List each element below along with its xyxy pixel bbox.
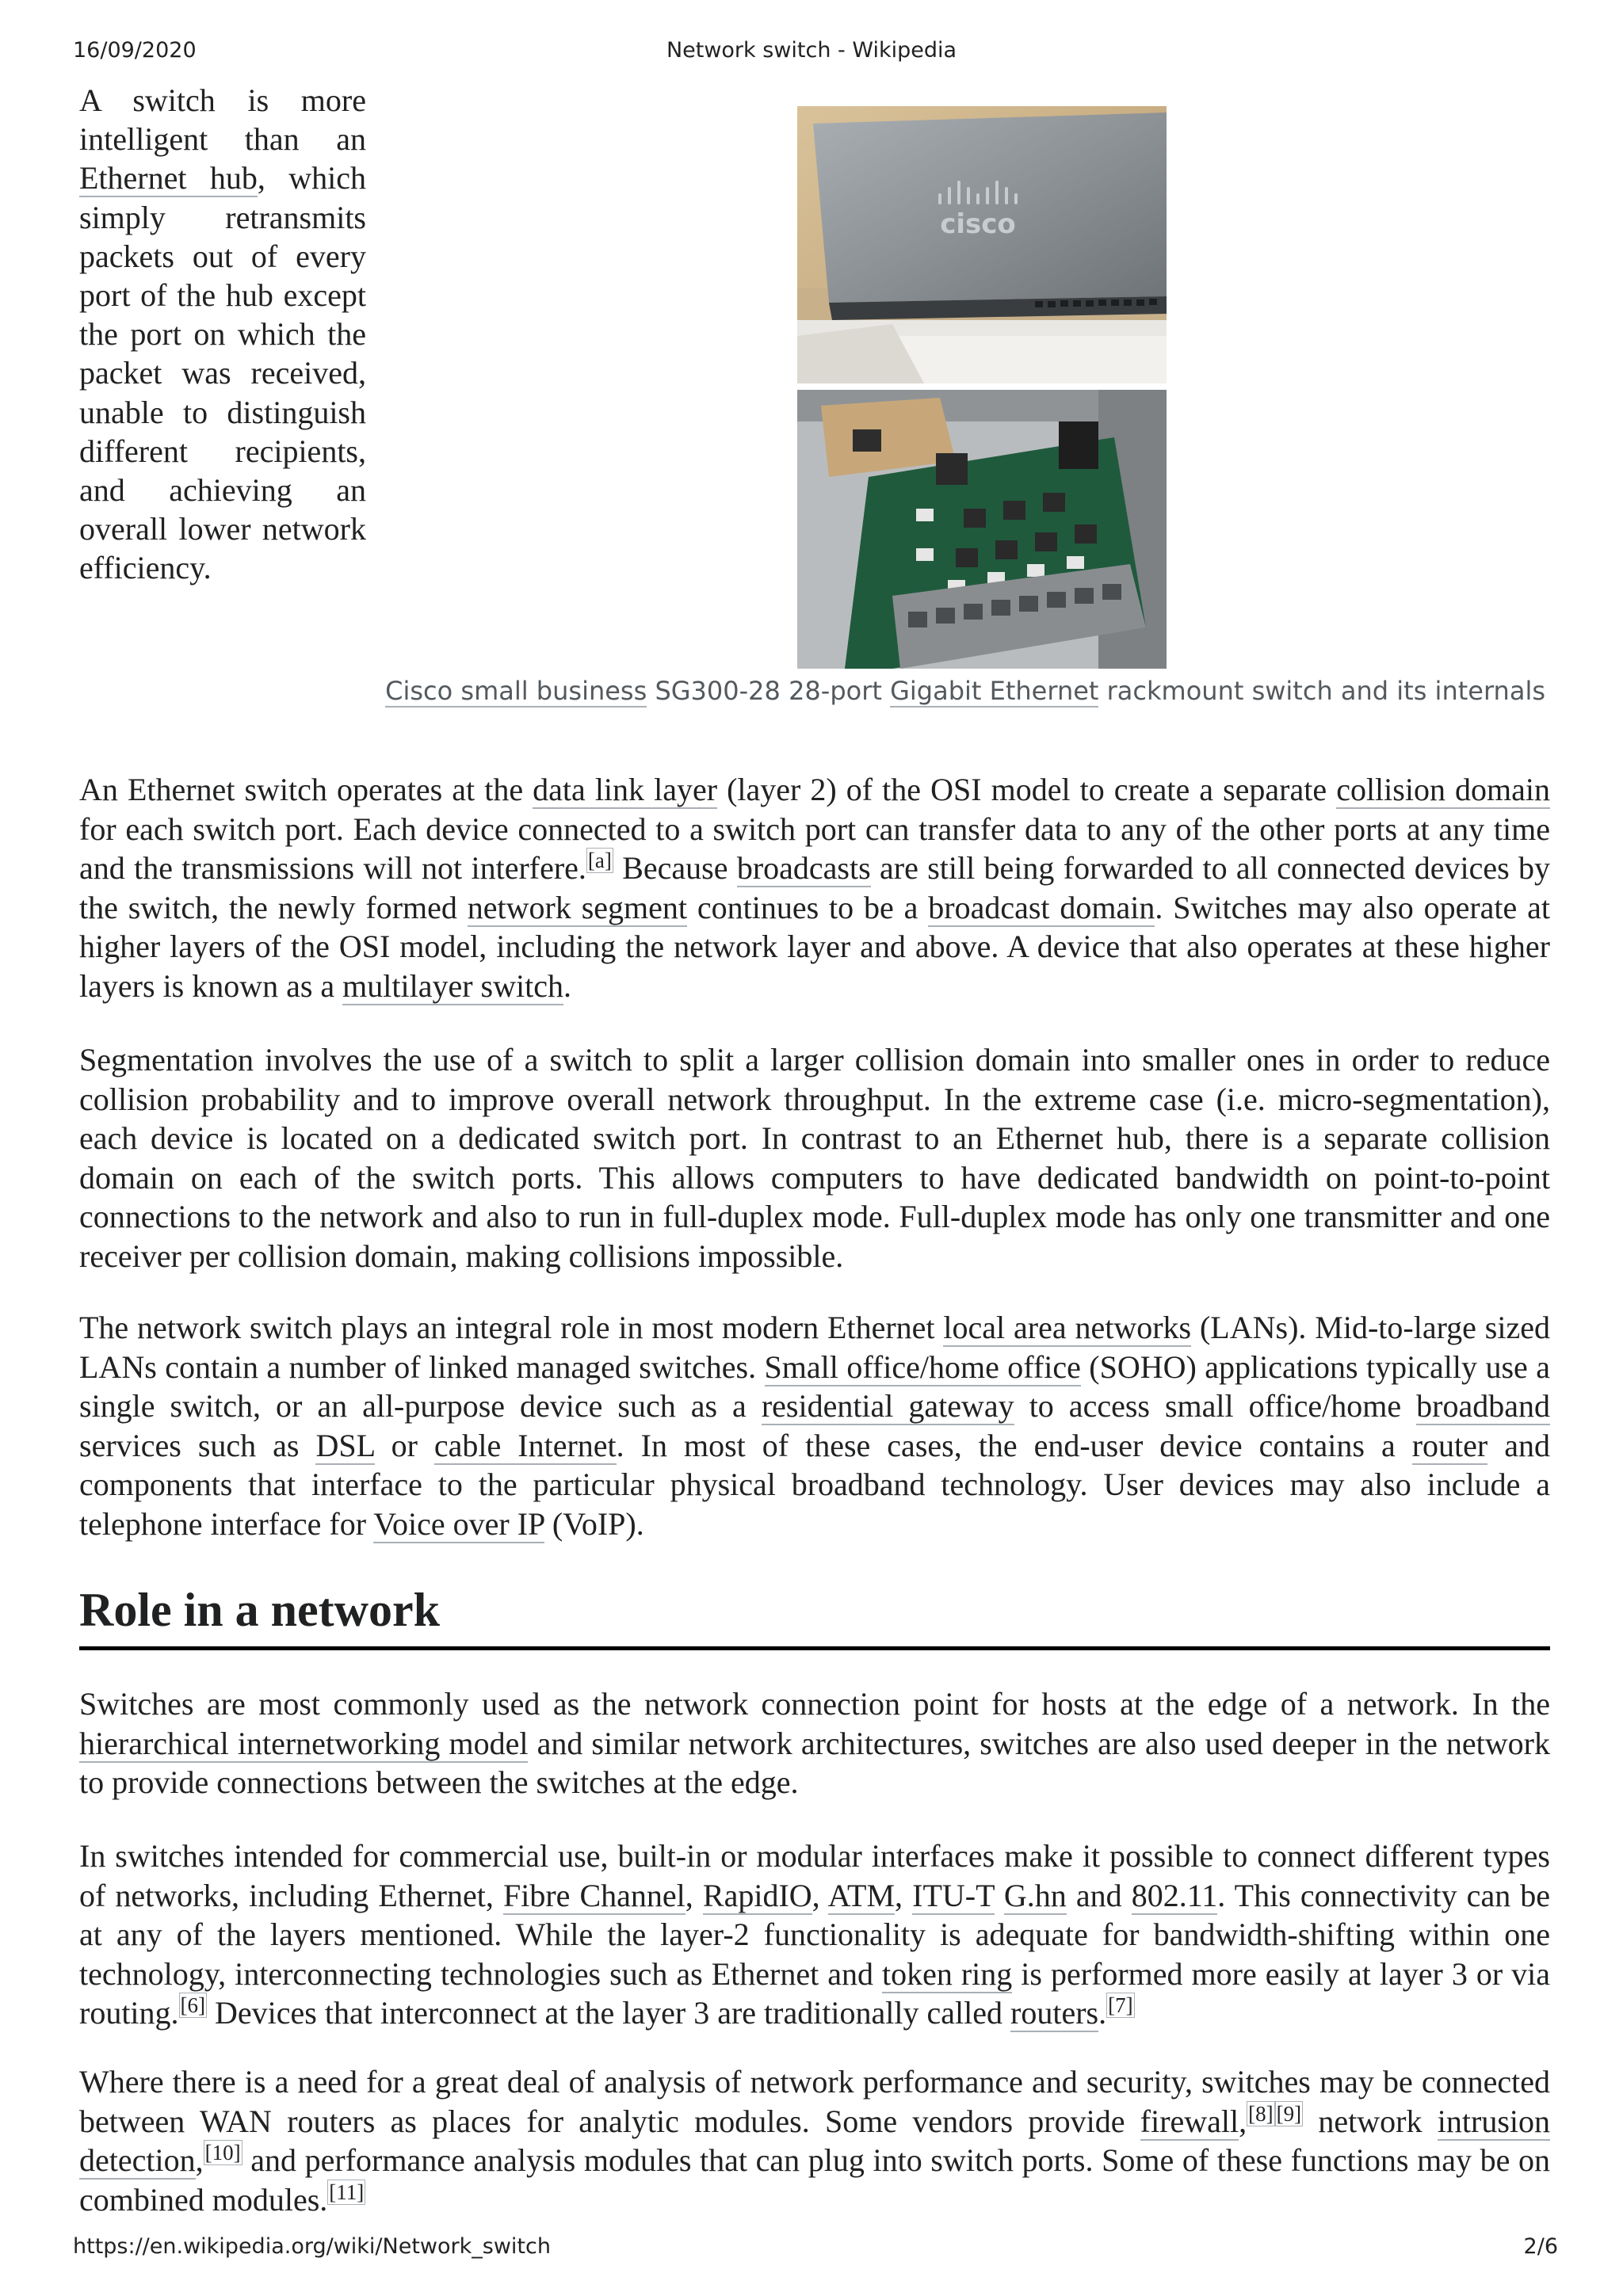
ref-11[interactable]: [11] (329, 2180, 365, 2204)
link-atm[interactable]: ATM (827, 1877, 896, 1913)
link-broadcasts[interactable]: broadcasts (736, 850, 871, 886)
paragraph-analytic-modules: Where there is a need for a great deal of analysis of network performance and security, switches may be connected between WAN routers as places for analytic modules. Some vendors provide firewall,[8] [9] network intrusion detection,[10] and performance analysis modules that can plug into switch ports. Some of these functions may be on combined modules.[11] (79, 2064, 1550, 2218)
link-g-hn[interactable]: G.hn (1003, 1877, 1067, 1913)
print-date: 16/09/2020 (73, 38, 197, 63)
link-network-segment[interactable]: network segment (467, 889, 688, 925)
link-fibre-channel[interactable]: Fibre Channel (502, 1877, 685, 1913)
link-gigabit-ethernet[interactable]: Gigabit Ethernet (890, 676, 1099, 706)
switch-internals-photo (797, 390, 1167, 669)
link-collision-domain[interactable]: collision domain (1336, 772, 1550, 807)
link-802-11[interactable]: 802.11 (1131, 1877, 1218, 1913)
print-page-title: Network switch - Wikipedia (666, 38, 957, 63)
link-firewall[interactable]: firewall (1140, 2103, 1239, 2139)
link-router[interactable]: router (1411, 1427, 1488, 1463)
paragraph-commercial-interfaces: In switches intended for commercial use, built-in or modular interfaces make it possible to connect different types of networks, including Ethernet, Fibre Channel, RapidIO, ATM, ITU-T G.hn and 802.11. This connectivity can be at any of the layers mentioned. While the layer-2 functionality is adequate for bandwidth-shifting within one technology, interconnecting technologies such as Ethernet and token ring is performed more easily at layer 3 or via routing.[6] Devices that interconnect at the layer 3 are traditionally called routers.[7] (79, 1838, 1551, 2031)
link-residential-gateway[interactable]: residential gateway (761, 1388, 1014, 1424)
figure-caption: Cisco small business SG300-28 28-port Gigabit Ethernet rackmount switch and its internals (385, 676, 1545, 706)
paragraph-lan-role: The network switch plays an integral role in most modern Ethernet local area networks (LANs). Mid-to-large sized LANs contain a number of linked managed switches. Small office/home office (SOHO) applications typically use a single switch, or an all-purpose device such as a residential gateway to access small office/home broadband services such as DSL or cable Internet. In most of these cases, the end-user device contains a router and components that interface to the particular physical broadband technology. User devices may also include a telephone interface for Voice over IP (VoIP). (79, 1310, 1551, 1542)
link-multilayer-switch[interactable]: multilayer switch (342, 967, 563, 1004)
ref-9[interactable]: [9] (1276, 2101, 1302, 2126)
link-cisco-small-business[interactable]: Cisco small business (385, 676, 647, 706)
link-voice-over-ip[interactable]: Voice over IP (373, 1505, 544, 1542)
link-local-area-networks[interactable]: local area networks (943, 1310, 1192, 1345)
link-ethernet-hub[interactable]: Ethernet hub (79, 160, 258, 196)
section-heading-role-in-network: Role in a network (79, 1581, 1550, 1650)
ref-note-a[interactable]: [a] (587, 849, 612, 872)
switch-exterior-photo (797, 106, 1167, 383)
link-soho[interactable]: Small office/home office (764, 1348, 1081, 1385)
paragraph-segmentation: Segmentation involves the use of a switch to split a larger collision domain into smaller ones in order to reduce collision probability and to improve overall network throughput. In the extreme case (i.e. micro-segmentation), each device is located on a dedicated switch port. In contrast to an Ethernet hub, there is a separate collision domain on each of the switch ports. This allows computers to have dedicated bandwidth on point-to-point connections to the network and also to run in full-duplex mode. Full-duplex mode has only one transmitter and one receiver per collision domain, making collisions impossible. (79, 1042, 1550, 1274)
link-itu-t[interactable]: ITU-T (912, 1877, 995, 1913)
link-dsl[interactable]: DSL (315, 1427, 375, 1463)
print-url: https://en.wikipedia.org/wiki/Network_switch (73, 2234, 551, 2259)
ref-7[interactable]: [7] (1108, 1993, 1133, 2017)
link-cable-internet[interactable]: cable Internet (433, 1427, 617, 1463)
print-page-number: 2/6 (1523, 2234, 1558, 2259)
link-rapidio[interactable]: RapidIO (702, 1877, 812, 1913)
ref-10[interactable]: [10] (204, 2141, 241, 2164)
intro-paragraph: A switch is more intelligent than an Ethernet hub, which simply retransmits packets out of every port of the hub except the port on which the packet was received, unable to distinguish different recipients, and achieving an overall lower network efficiency. (79, 82, 366, 586)
cisco-logo-text: cisco (940, 208, 1016, 240)
link-intrusion-detection[interactable]: intrusion detection (79, 2103, 1550, 2178)
ref-6[interactable]: [6] (180, 1993, 206, 2017)
link-token-ring[interactable]: token ring (881, 1955, 1013, 1992)
paragraph-osi-layers: An Ethernet switch operates at the data link layer (layer 2) of the OSI model to create a separate collision domain for each switch port. Each device connected to a switch port can transfer data to any of the other ports at any time and the transmissions will not interfere.[a] Because broadcasts are still being forwarded to all connected devices by the switch, the newly formed network segment continues to be a broadcast domain. Switches may also operate at higher layers of the OSI model, including the network layer and above. A device that also operates at these higher layers is known as a multilayer switch. (79, 772, 1551, 1004)
link-data-link-layer[interactable]: data link layer (533, 772, 718, 807)
paragraph-connection-point: Switches are most commonly used as the network connection point for hosts at the edge of a network. In the hierarchical internetworking model and similar network architectures, switches are also used deeper in the network to provide connections between the switches at the edge. (79, 1686, 1551, 1800)
ref-8[interactable]: [8] (1248, 2101, 1274, 2126)
link-hierarchical-internetworking-model[interactable]: hierarchical internetworking model (79, 1725, 529, 1761)
link-broadband[interactable]: broadband (1416, 1388, 1550, 1424)
link-broadcast-domain[interactable]: broadcast domain (928, 889, 1155, 925)
link-routers[interactable]: routers (1010, 1995, 1099, 2031)
